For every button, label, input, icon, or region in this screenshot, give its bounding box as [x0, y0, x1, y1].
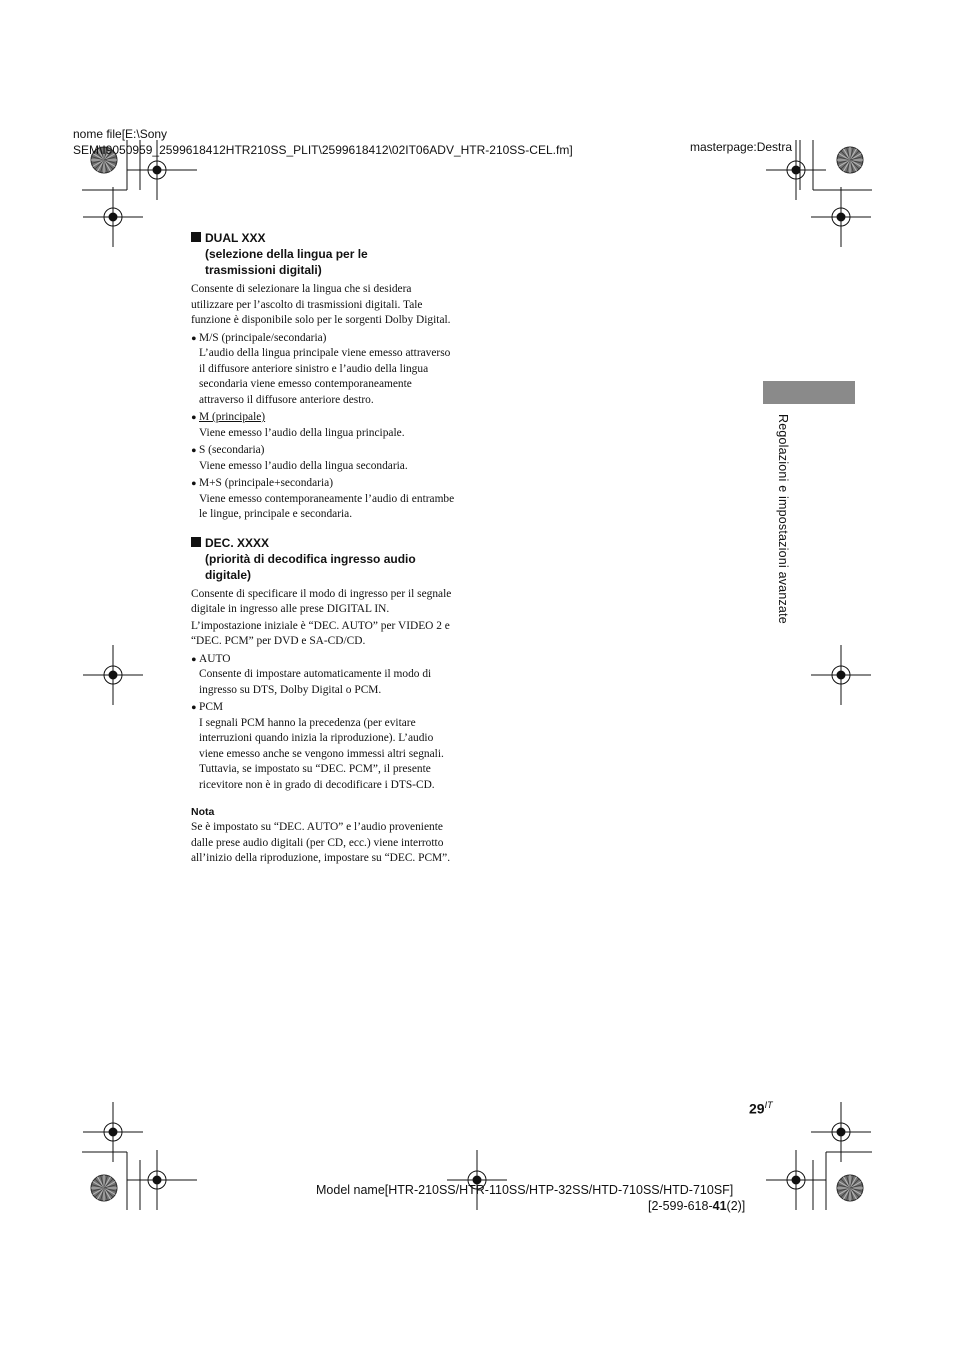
- item-label: PCM: [199, 701, 224, 713]
- section-subtitle: (selezione della lingua per le: [205, 247, 368, 261]
- section-intro: Consente di selezionare la lingua che si desidera utilizzare per l’ascolto di trasmissioni digitali. Tale funzione è disponibile solo per le sorgenti Dolby Digital.: [191, 283, 451, 326]
- page-language-suffix: IT: [764, 1100, 773, 1110]
- section-subtitle: trasmissioni digitali): [205, 263, 322, 277]
- section-heading-dual: [191, 230, 456, 278]
- item-label: M/S (principale/secondaria): [199, 331, 327, 344]
- crosshair-icon: [83, 187, 143, 247]
- color-wheel-icon: [837, 1175, 863, 1201]
- section-subtitle: (priorità di decodifica ingresso audio: [205, 551, 416, 566]
- section-subtitle: digitale): [205, 567, 252, 582]
- list-item: • M+S (principale+secondaria) Viene emesso contemporaneamente l’audio di entrambe le lingue, principale e secondaria.: [191, 476, 456, 523]
- item-label: AUTO: [199, 652, 231, 665]
- crosshair-icon: [811, 1102, 871, 1162]
- crosshair-icon: [83, 645, 143, 705]
- section-title: DUAL XXX: [205, 231, 266, 245]
- color-wheel-icon: [91, 1175, 117, 1201]
- square-bullet-icon: [191, 537, 201, 547]
- section-title: DEC. XXXX: [205, 535, 270, 550]
- item-desc: Viene emesso l’audio della lingua secondaria.: [199, 459, 408, 472]
- footer-code: [648, 1199, 745, 1213]
- crosshair-icon: [83, 1102, 143, 1162]
- item-label: M+S (principale+secondaria): [199, 477, 333, 489]
- footer-code-prefix: [2-599-618-: [648, 1199, 713, 1213]
- item-desc: Viene emesso l’audio della lingua principale.: [199, 426, 405, 439]
- crosshair-icon: [127, 1150, 187, 1210]
- section-intro-2: L’impostazione iniziale è “DEC. AUTO” per VIDEO 2 e “DEC. PCM” per DVD e SA-CD/CD.: [191, 619, 450, 647]
- footer-code-bold: 41: [712, 1199, 727, 1213]
- item-desc: I segnali PCM hanno la precedenza (per evitare interruzioni quando inizia la riproduzione). L’audio viene emesso anche se vengono immessi altri segnali. Tuttavia, se impostato su “DEC. PCM”, il presente ricevitore non è in grado di decodificare i DTS-CD.: [199, 716, 444, 791]
- item-label: S (secondaria): [199, 444, 265, 456]
- section-intro: Consente di specificare il modo di ingresso per il segnale digitale in ingresso alle prese DIGITAL IN.: [191, 587, 452, 615]
- section-tab: [763, 381, 855, 404]
- color-wheel-icon: [837, 147, 863, 173]
- footer-code-suffix: (2)]: [726, 1199, 746, 1213]
- crosshair-icon: [811, 187, 871, 247]
- crosshair-icon: [447, 1150, 507, 1210]
- item-desc: Consente di impostare automaticamente il modo di ingresso su DTS, Dolby Digital o PCM.: [199, 668, 432, 696]
- main-column: [191, 230, 456, 867]
- list-item: • M/S (principale/secondaria) L’audio della lingua principale viene emesso attraverso il diffusore anteriore sinistro e l’audio della lingua secondaria viene emesso contemporaneamente attraverso il diffusore anteriore destro.: [191, 331, 456, 409]
- footer-model-name: Model name[HTR-210SS/HTR-110SS/HTP-32SS/HTD-710SS/HTD-710SF]: [316, 1183, 734, 1197]
- crosshair-icon: [811, 645, 871, 705]
- item-desc: Viene emesso contemporaneamente l’audio di entrambe le lingue, principale e secondaria.: [199, 492, 455, 520]
- list-item: • M (principale) Viene emesso l’audio della lingua principale.: [191, 410, 456, 441]
- section-heading-dec: [191, 535, 456, 583]
- note-heading: Nota: [191, 806, 215, 818]
- file-name-line2: SEM\I9050959_2599618412HTR210SS_PLIT\2599618412\02IT06ADV_HTR-210SS-CEL.fm]: [73, 143, 573, 157]
- page-number-value: 29: [749, 1100, 765, 1117]
- list-item: • PCM I segnali PCM hanno la precedenza (per evitare interruzioni quando inizia la riproduzione). L’audio viene emesso anche se vengono immessi altri segnali. Tuttavia, se impostato su “DEC. PCM”, il presente ricevitore non è in grado di decodificare i DTS-CD.: [191, 700, 456, 793]
- list-item: • S (secondaria) Viene emesso l’audio della lingua secondaria.: [191, 443, 456, 474]
- item-desc: L’audio della lingua principale viene emesso attraverso il diffusore anteriore sinistro e l’audio della lingua secondaria viene emesso contemporaneamente attraverso il diffusore anteriore destro.: [199, 347, 451, 406]
- masterpage-label: masterpage:Destra: [690, 140, 793, 154]
- item-label-default: M (principale): [199, 411, 266, 423]
- square-bullet-icon: [191, 232, 201, 242]
- page-number: [749, 1100, 773, 1117]
- list-item: • AUTO Consente di impostare automaticamente il modo di ingresso su DTS, Dolby Digital o PCM.: [191, 652, 456, 699]
- chapter-side-label: Regolazioni e impostazioni avanzate: [776, 414, 790, 624]
- crosshair-icon: [766, 1150, 826, 1210]
- note-text: Se è impostato su “DEC. AUTO” e l’audio proveniente dalle prese audio digitali (per CD, ecc.) viene interrotto all’inizio della riproduzione, impostare su “DEC. PCM”.: [191, 821, 451, 864]
- file-name-line1: nome file[E:\Sony: [73, 127, 168, 141]
